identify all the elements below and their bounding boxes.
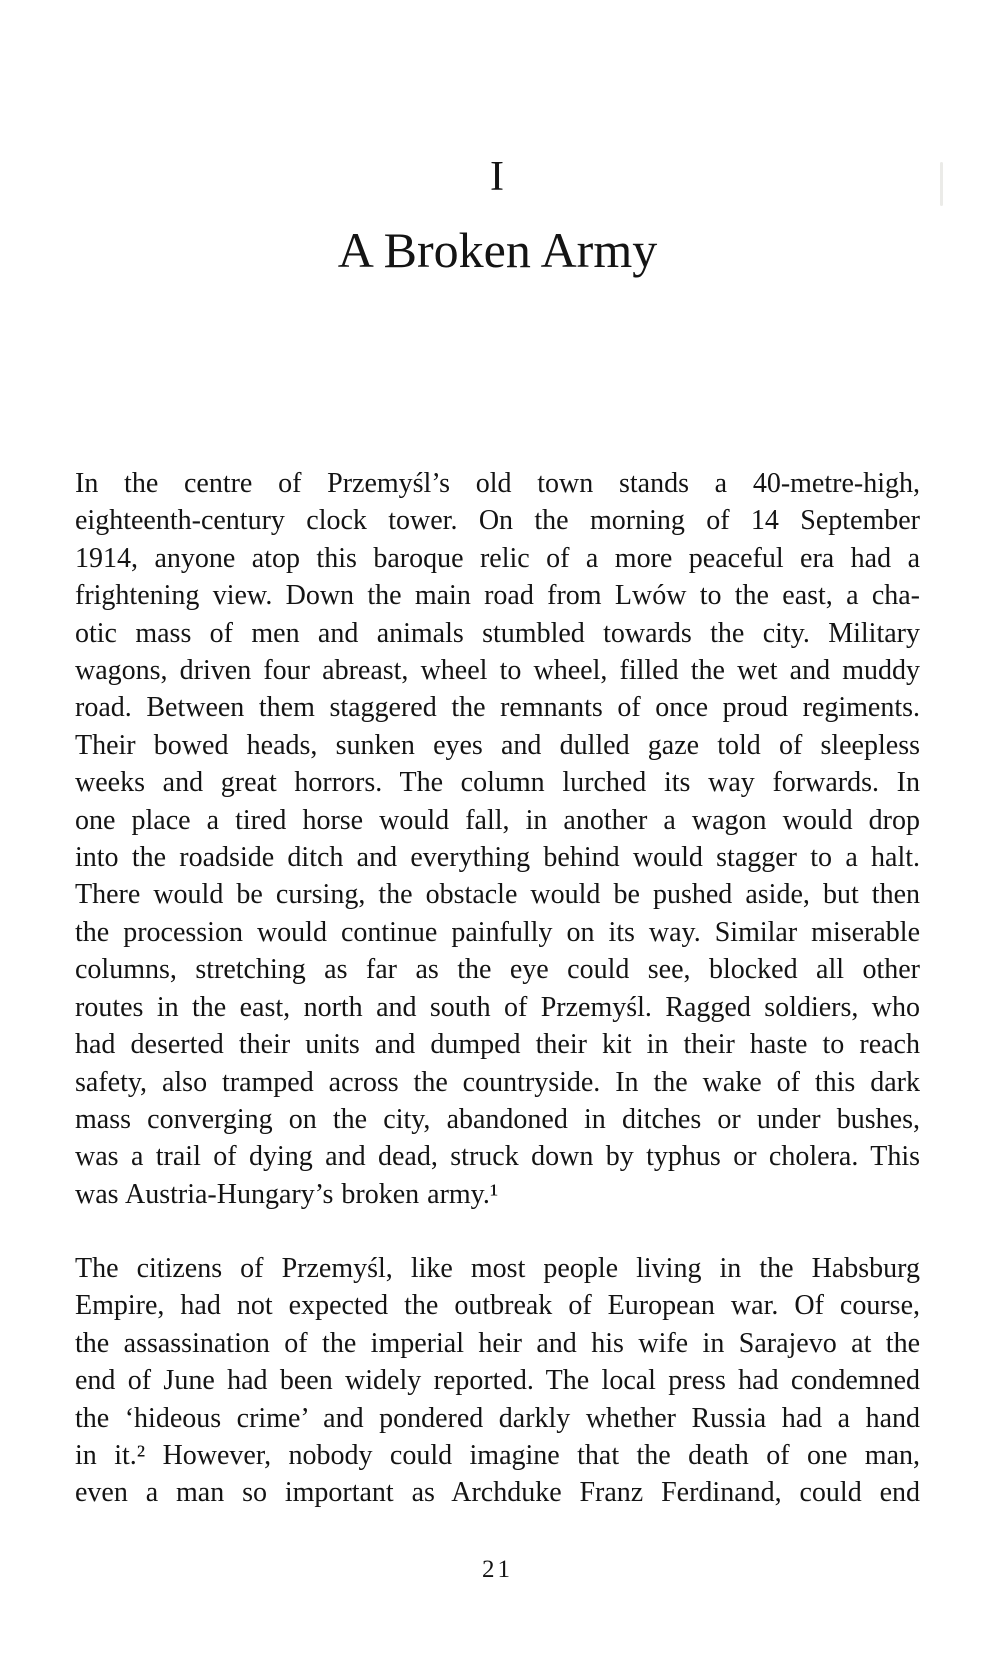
- text-line: even a man so important as Archduke Franz Ferdinand, could end: [75, 1477, 920, 1509]
- text-line: mass converging on the city, abandoned in ditches or under bushes,: [75, 1103, 920, 1135]
- text-line: the procession would continue painfully on its way. Similar miserable: [75, 916, 920, 948]
- chapter-number: I: [490, 154, 505, 200]
- text-line: road. Between them staggered the remnants of once proud regiments.: [75, 692, 920, 724]
- text-line: into the roadside ditch and everything behind would stagger to a halt.: [75, 842, 920, 874]
- text-line: end of June had been widely reported. The local press had condemned: [75, 1365, 920, 1397]
- text-line: columns, stretching as far as the eye could see, blocked all other: [75, 954, 920, 986]
- text-line: frightening view. Down the main road from Lwów to the east, a cha-: [75, 580, 920, 612]
- text-line: Their bowed heads, sunken eyes and dulled gaze told of sleepless: [75, 729, 920, 761]
- text-line: weeks and great horrors. The column lurched its way forwards. In: [75, 767, 920, 799]
- text-line: in it.² However, nobody could imagine that the death of one man,: [75, 1440, 920, 1472]
- text-line: 1914, anyone atop this baroque relic of a more peaceful era had a: [75, 542, 920, 574]
- text-line: had deserted their units and dumped their kit in their haste to reach: [75, 1029, 920, 1061]
- text-line: the assassination of the imperial heir and his wife in Sarajevo at the: [75, 1327, 920, 1359]
- text-line: was a trail of dying and dead, struck down by typhus or cholera. This: [75, 1141, 920, 1173]
- text-line: was Austria-Hungary’s broken army.¹: [75, 1178, 499, 1210]
- text-line: routes in the east, north and south of Przemyśl. Ragged soldiers, who: [75, 991, 920, 1023]
- text-line: The citizens of Przemyśl, like most people living in the Habsburg: [75, 1253, 920, 1284]
- text-line: otic mass of men and animals stumbled towards the city. Military: [75, 617, 920, 649]
- text-line: safety, also tramped across the countryside. In the wake of this dark: [75, 1066, 920, 1098]
- scan-artifact-smudge: [940, 162, 943, 206]
- chapter-title: A Broken Army: [337, 222, 658, 278]
- text-line: wagons, driven four abreast, wheel to wheel, filled the wet and muddy: [75, 655, 920, 687]
- body-paragraph-2: [75, 1250, 920, 1512]
- body-paragraph-1: [75, 465, 920, 1213]
- text-line: There would be cursing, the obstacle would be pushed aside, but then: [75, 879, 920, 911]
- text-line: Empire, had not expected the outbreak of European war. Of course,: [75, 1290, 920, 1322]
- text-line: one place a tired horse would fall, in another a wagon would drop: [75, 804, 920, 836]
- page-number: 21: [482, 1556, 513, 1583]
- text-line: eighteenth-century clock tower. On the morning of 14 September: [75, 505, 920, 537]
- text-line: the ‘hideous crime’ and pondered darkly whether Russia had a hand: [75, 1402, 920, 1434]
- text-line: In the centre of Przemyśl’s old town stands a 40-metre-high,: [75, 468, 920, 499]
